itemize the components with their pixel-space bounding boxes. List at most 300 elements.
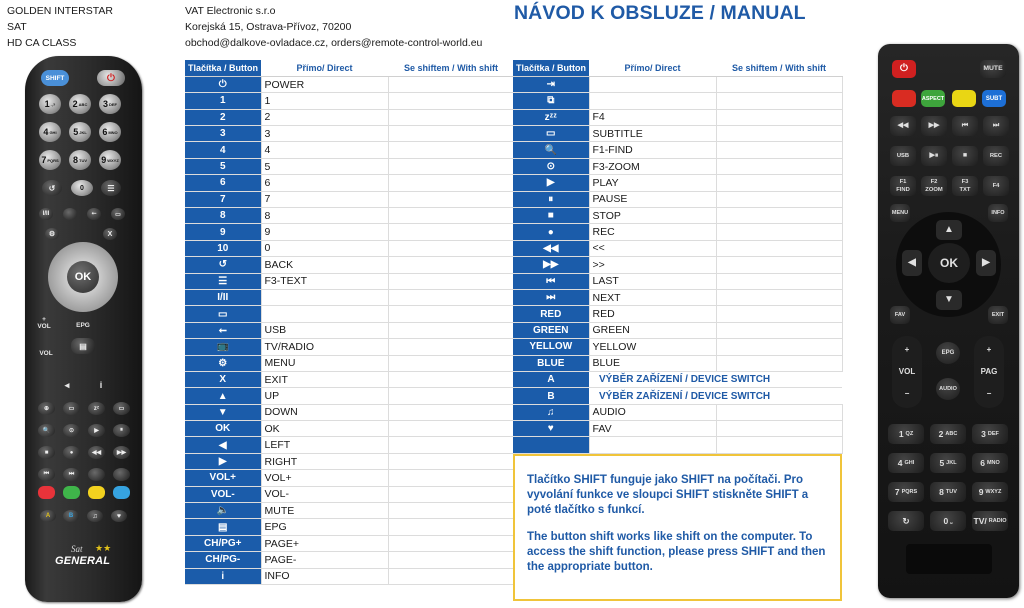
button-key-label: CH/PG+ (185, 535, 261, 551)
shift-function-cell (388, 421, 514, 437)
sleep-icon: zᶻᶻ (513, 109, 589, 125)
ok-button: OK (67, 261, 99, 293)
shift-function-cell (388, 273, 514, 289)
fast-forward-icon: ▶▶ (921, 116, 947, 136)
direct-function-cell: SUBTITLE (589, 126, 716, 142)
button-key-label: BLUE (513, 355, 589, 371)
button-key-label: 5 (185, 158, 261, 174)
direct-function-cell (589, 76, 716, 92)
button-key-label: I/II (185, 289, 261, 305)
play-icon: ▶ (513, 175, 589, 191)
shift-function-cell (716, 273, 842, 289)
digit-button (69, 122, 91, 142)
exit-button: X (103, 228, 117, 240)
table-row (513, 306, 842, 322)
table-row (513, 421, 842, 437)
direct-function-cell: F3-ZOOM (589, 158, 716, 174)
button-key-label: VOL- (185, 486, 261, 502)
table-row (513, 158, 842, 174)
table-row (185, 109, 514, 125)
shift-function-cell (388, 552, 514, 568)
shift-function-cell (388, 175, 514, 191)
button-key-label: 1 (185, 93, 261, 109)
power-icon: ⏻ (185, 76, 261, 92)
column-header-button: Tlačítka / Button (513, 60, 589, 76)
multi-screen-icon: ⧉ (513, 93, 589, 109)
brand-logo: Sat ★★ GENERAL (55, 543, 112, 567)
rewind-icon: ◀◀ (513, 240, 589, 256)
direct-function-cell: UP (261, 388, 388, 404)
f3-button: F3 TXT (952, 176, 978, 196)
model-line-1: GOLDEN INTERSTAR (7, 5, 113, 17)
sleep-icon: zᶻ (88, 402, 105, 415)
direct-function-cell: OK (261, 421, 388, 437)
direct-function-cell: POWER (261, 76, 388, 92)
direct-function-cell: USB (261, 322, 388, 338)
digit-label: 3 (981, 429, 986, 439)
direct-function-cell: 2 (261, 109, 388, 125)
direct-function-cell: F4 (589, 109, 716, 125)
blue-button (113, 486, 130, 499)
table-row (513, 371, 842, 387)
shift-function-cell (716, 142, 842, 158)
shift-function-cell (716, 339, 842, 355)
pause-icon: ⏸ (113, 424, 130, 437)
yellow-button (952, 90, 976, 107)
direct-function-cell: 6 (261, 175, 388, 191)
vol-plus-label: + VOL (37, 316, 51, 330)
up-arrow-icon: ▲ (185, 388, 261, 404)
rec-button: REC (983, 146, 1009, 166)
next-icon: ⏭ (513, 289, 589, 305)
tv-radio-icon: ▭ (111, 208, 125, 220)
direct-function-cell: >> (589, 257, 716, 273)
shift-function-cell (716, 158, 842, 174)
table-row (185, 568, 514, 584)
menu-lines-icon: ☰ (101, 180, 121, 196)
direct-function-cell: VOL- (261, 486, 388, 502)
table-row (185, 158, 514, 174)
previous-icon: ⏮ (38, 468, 55, 481)
button-key-label (513, 437, 589, 453)
direct-function-cell: F1-FIND (589, 142, 716, 158)
table-row (513, 126, 842, 142)
zero-button: 0 (71, 180, 93, 196)
rewind-icon: ◀◀ (890, 116, 916, 136)
shift-function-cell (388, 503, 514, 519)
info-label: i (99, 380, 103, 390)
direct-function-cell (589, 437, 716, 453)
shift-function-cell (716, 257, 842, 273)
shift-note-en: The button shift works like shift on the computer. To access the shift function, please press SHIFT and then the appropriate button. (527, 531, 826, 573)
shift-function-cell (716, 289, 842, 305)
stop-icon: ■ (952, 146, 978, 166)
shift-function-cell (388, 257, 514, 273)
table-row (185, 175, 514, 191)
f4-button: F4 (983, 176, 1009, 196)
zoom-icon: ⊙ (63, 424, 80, 437)
button-key-label: 9 (185, 224, 261, 240)
button-key-label: 4 (185, 142, 261, 158)
digit-button (69, 150, 91, 170)
direct-function-cell: INFO (261, 568, 388, 584)
mute-speaker-icon: 🔈 (185, 503, 261, 519)
blank-button (88, 468, 105, 481)
button-key-label: A (513, 371, 589, 387)
search-icon: 🔍 (38, 424, 55, 437)
table-row (513, 142, 842, 158)
digit-label: 9 (101, 155, 107, 165)
page-rocker: + PAG − (974, 336, 1004, 408)
remote-image-left (25, 56, 142, 602)
previous-icon: ⏮ (952, 116, 978, 136)
direct-function-cell: FAV (589, 421, 716, 437)
shift-function-cell (388, 93, 514, 109)
table-row (185, 306, 514, 322)
shift-function-cell (716, 175, 842, 191)
subtitle-box-icon: ▭ (513, 126, 589, 142)
shift-function-cell (388, 158, 514, 174)
shift-function-cell (388, 208, 514, 224)
red-button (38, 486, 55, 499)
direct-function-cell: REC (589, 224, 716, 240)
red-button (892, 90, 916, 107)
shift-function-cell (388, 322, 514, 338)
table-row (185, 486, 514, 502)
subtitle-icon: ▭ (113, 402, 130, 415)
digit-sub-label: DEF (987, 431, 999, 437)
direct-function-cell: MENU (261, 355, 388, 371)
direct-function-cell: LEFT (261, 437, 388, 453)
mute-button: MUTE (980, 60, 1006, 78)
table-row (185, 388, 514, 404)
digit-button (972, 453, 1008, 473)
digit-label: 0 (943, 516, 949, 526)
shift-function-cell (716, 421, 842, 437)
input-source-icon: ⊕ (38, 402, 55, 415)
button-key-label: VOL+ (185, 470, 261, 486)
usb-icon: ⭠ (185, 322, 261, 338)
digit-sub-label: ABC (945, 431, 958, 437)
shift-function-cell (388, 224, 514, 240)
model-info (7, 3, 113, 51)
digit-button (69, 94, 91, 114)
column-header-shift: Se shiftem / With shift (716, 60, 842, 76)
button-key-label: YELLOW (513, 339, 589, 355)
digit-sub-label: WXYZ (107, 157, 119, 163)
shift-function-cell (388, 519, 514, 535)
table-row (185, 126, 514, 142)
digit-button (972, 511, 1008, 531)
usb-icon: ⭠ (87, 208, 101, 220)
back-icon: ↺ (42, 180, 62, 196)
shift-function-cell (388, 453, 514, 469)
digit-label: 2 (938, 429, 944, 439)
refresh-icon: ↻ (888, 511, 924, 531)
music-note-icon: ♫ (87, 510, 103, 522)
digit-label: 5 (73, 127, 79, 137)
music-note-icon: ♫ (513, 404, 589, 420)
direct-function-cell: NEXT (589, 289, 716, 305)
page-title: NÁVOD K OBSLUZE / MANUAL (514, 2, 806, 24)
table-row (185, 322, 514, 338)
mute-icon: ◂ (64, 380, 70, 390)
left-arrow-icon: ◀ (902, 250, 922, 276)
search-icon: 🔍 (513, 142, 589, 158)
direct-function-cell: EPG (261, 519, 388, 535)
epg-button: EPG (936, 342, 960, 364)
direct-function-cell: BLUE (589, 355, 716, 371)
b-button: B (63, 510, 79, 522)
green-button (63, 486, 80, 499)
down-arrow-icon: ▼ (185, 404, 261, 420)
digit-button (39, 94, 61, 114)
shift-function-cell (388, 126, 514, 142)
digit-label: 1 (44, 99, 50, 109)
info-button: INFO (988, 204, 1008, 222)
table-row (185, 257, 514, 273)
shift-function-cell (388, 339, 514, 355)
vol-minus-label: VOL (39, 350, 53, 357)
column-header-direct: Přímo/ Direct (261, 60, 388, 76)
a-button: A (40, 510, 56, 522)
direct-function-cell: EXIT (261, 371, 388, 387)
shift-function-cell (716, 224, 842, 240)
digit-button (888, 482, 924, 502)
digit-label: 2 (72, 99, 78, 109)
direct-function-cell: MUTE (261, 503, 388, 519)
table-row (513, 388, 842, 404)
table-row (513, 273, 842, 289)
digit-label: 6 (102, 127, 108, 137)
stop-icon: ■ (513, 208, 589, 224)
direct-function-cell: PAGE+ (261, 535, 388, 551)
digit-button (972, 424, 1008, 444)
direct-function-cell: RED (589, 306, 716, 322)
digit-label: 7 (894, 487, 900, 497)
shift-function-cell (388, 76, 514, 92)
digit-label: 9 (978, 487, 984, 497)
shift-note-cz: Tlačítko SHIFT funguje jako SHIFT na počítači. Pro vyvolání funkce ve sloupci SHIFT stiskněte SHIFT a poté tlačítko s funkcí. (527, 474, 809, 516)
shift-note-box (513, 454, 842, 601)
direct-function-cell: TV/RADIO (261, 339, 388, 355)
fast-forward-icon: ▶▶ (113, 446, 130, 459)
shift-function-cell (388, 355, 514, 371)
company-info (185, 3, 482, 51)
direct-function-cell: AUDIO (589, 404, 716, 420)
table-row (185, 453, 514, 469)
direct-function-cell: VOL+ (261, 470, 388, 486)
digit-button (39, 122, 61, 142)
direct-function-cell: << (589, 240, 716, 256)
shift-function-cell (716, 306, 842, 322)
direct-function-cell: YELLOW (589, 339, 716, 355)
digit-sub-label: QZ (905, 431, 914, 437)
direct-function-cell (589, 93, 716, 109)
company-name: VAT Electronic s.r.o (185, 5, 276, 17)
table-row (513, 355, 842, 371)
direct-function-cell: DOWN (261, 404, 388, 420)
button-key-label: RED (513, 306, 589, 322)
shift-function-cell (388, 191, 514, 207)
table-row (513, 175, 842, 191)
direct-function-cell (261, 289, 388, 305)
digit-label: 6 (980, 458, 985, 468)
direct-function-cell: LAST (589, 273, 716, 289)
digit-button (888, 453, 924, 473)
digit-sub-label: RADIO (988, 518, 1007, 524)
button-key-label: 10 (185, 240, 261, 256)
back-arrow-icon: ↺ (185, 257, 261, 273)
direct-function-cell: 5 (261, 158, 388, 174)
zoom-icon: ⊙ (513, 158, 589, 174)
digit-sub-label: JKL (946, 460, 957, 466)
tv-radio-icon: 📺 (185, 339, 261, 355)
table-row (185, 289, 514, 305)
digit-sub-label: MNO (108, 129, 118, 135)
shift-function-cell (716, 126, 842, 142)
table-row (185, 552, 514, 568)
gear-icon: ⚙ (185, 355, 261, 371)
table-row (185, 371, 514, 387)
button-key-label: CH/PG- (185, 552, 261, 568)
direct-function-cell: STOP (589, 208, 716, 224)
table-row (185, 519, 514, 535)
table-row (513, 93, 842, 109)
subtitle-icon (63, 208, 77, 220)
digit-sub-label: WXYZ (985, 489, 1002, 495)
direct-function-cell: F3-TEXT (261, 273, 388, 289)
next-icon: ⏭ (63, 468, 80, 481)
shift-function-cell (716, 355, 842, 371)
shift-function-cell (388, 306, 514, 322)
table-row (185, 142, 514, 158)
shift-function-cell (388, 486, 514, 502)
menu-button: MENU (890, 204, 910, 222)
shift-function-cell (716, 208, 842, 224)
subt-button: SUBT (982, 90, 1006, 107)
ok-button: OK (928, 243, 970, 283)
table-row (513, 109, 842, 125)
record-icon: ● (513, 224, 589, 240)
digit-button (972, 482, 1008, 502)
table-row (185, 191, 514, 207)
direct-function-cell: 0 (261, 240, 388, 256)
blank-button (113, 468, 130, 481)
shift-function-cell (388, 388, 514, 404)
shift-function-cell (716, 109, 842, 125)
power-icon: ⏻ (892, 60, 916, 78)
digit-button (930, 453, 966, 473)
shift-function-cell (716, 191, 842, 207)
epg-label: EPG (76, 322, 90, 329)
digit-label: 1 (898, 429, 904, 439)
direct-function-cell: 8 (261, 208, 388, 224)
table-row (513, 191, 842, 207)
play-pause-icon: ▶⏸ (921, 146, 947, 166)
digit-label: 5 (939, 458, 945, 468)
direct-function-cell: BACK (261, 257, 388, 273)
model-line-2: SAT (7, 21, 27, 33)
shift-function-cell (388, 470, 514, 486)
digit-sub-label: GHI (49, 129, 57, 135)
button-key-label: 6 (185, 175, 261, 191)
button-key-label: 2 (185, 109, 261, 125)
button-key-label: 8 (185, 208, 261, 224)
digit-sub-label: JKL (79, 129, 87, 135)
up-arrow-icon: ▲ (936, 220, 962, 240)
shift-function-cell (388, 240, 514, 256)
digit-label: 3 (102, 99, 108, 109)
direct-function-cell (261, 306, 388, 322)
volume-rocker: + VOL − (892, 336, 922, 408)
button-key-label: 7 (185, 191, 261, 207)
table-row (185, 355, 514, 371)
button-key-label: B (513, 388, 589, 404)
table-row (185, 421, 514, 437)
table-row (513, 339, 842, 355)
rewind-icon: ◀◀ (88, 446, 105, 459)
digit-label: 8 (72, 155, 78, 165)
exit-button: EXIT (988, 306, 1008, 324)
f2-button: F2 ZOOM (921, 176, 947, 196)
device-switch-label: VÝBĚR ZAŘÍZENÍ / DEVICE SWITCH (589, 388, 842, 404)
company-address: Korejská 15, Ostrava-Přívoz, 70200 (185, 21, 352, 33)
column-header-direct: Přímo/ Direct (589, 60, 716, 76)
digit-sub-label: TUV (945, 489, 957, 495)
digit-sub-label: PQRS (901, 489, 918, 495)
button-key-label: i (185, 568, 261, 584)
shift-function-cell (716, 404, 842, 420)
table-row (185, 535, 514, 551)
column-header-shift: Se shiftem / With shift (388, 60, 514, 76)
digit-sub-label: GHI (904, 460, 915, 466)
power-icon: ⏻ (97, 70, 125, 86)
usb-button: USB (890, 146, 916, 166)
table-row (185, 470, 514, 486)
direct-function-cell: 9 (261, 224, 388, 240)
shift-function-cell (388, 109, 514, 125)
table-row (513, 76, 842, 92)
shift-function-cell (388, 535, 514, 551)
direct-function-cell: PLAY (589, 175, 716, 191)
company-emails[interactable]: obchod@dalkove-ovladace.cz, orders@remote-control-world.eu (185, 37, 483, 49)
left-arrow-icon: ◀ (185, 437, 261, 453)
play-icon: ▶ (88, 424, 105, 437)
next-icon: ⏭ (983, 116, 1009, 136)
epg-icon: ▤ (185, 519, 261, 535)
digit-label: 8 (939, 487, 944, 497)
shift-function-cell (388, 568, 514, 584)
digit-label: 4 (43, 127, 49, 137)
subtitle-box-icon: ▭ (185, 306, 261, 322)
table-row (185, 224, 514, 240)
digit-button (99, 94, 121, 114)
button-key-label: GREEN (513, 322, 589, 338)
shift-function-cell (388, 437, 514, 453)
heart-icon: ♥ (513, 421, 589, 437)
digit-sub-label: DEF (109, 101, 117, 107)
shift-function-cell (716, 437, 842, 453)
direct-function-cell: GREEN (589, 322, 716, 338)
table-row (185, 76, 514, 92)
pause-icon: ⏸ (513, 191, 589, 207)
digit-button (930, 511, 966, 531)
menu-lines-icon: ☰ (185, 273, 261, 289)
shift-function-cell (388, 404, 514, 420)
table-row (185, 273, 514, 289)
audio-mode-icon: I/II (39, 208, 53, 220)
